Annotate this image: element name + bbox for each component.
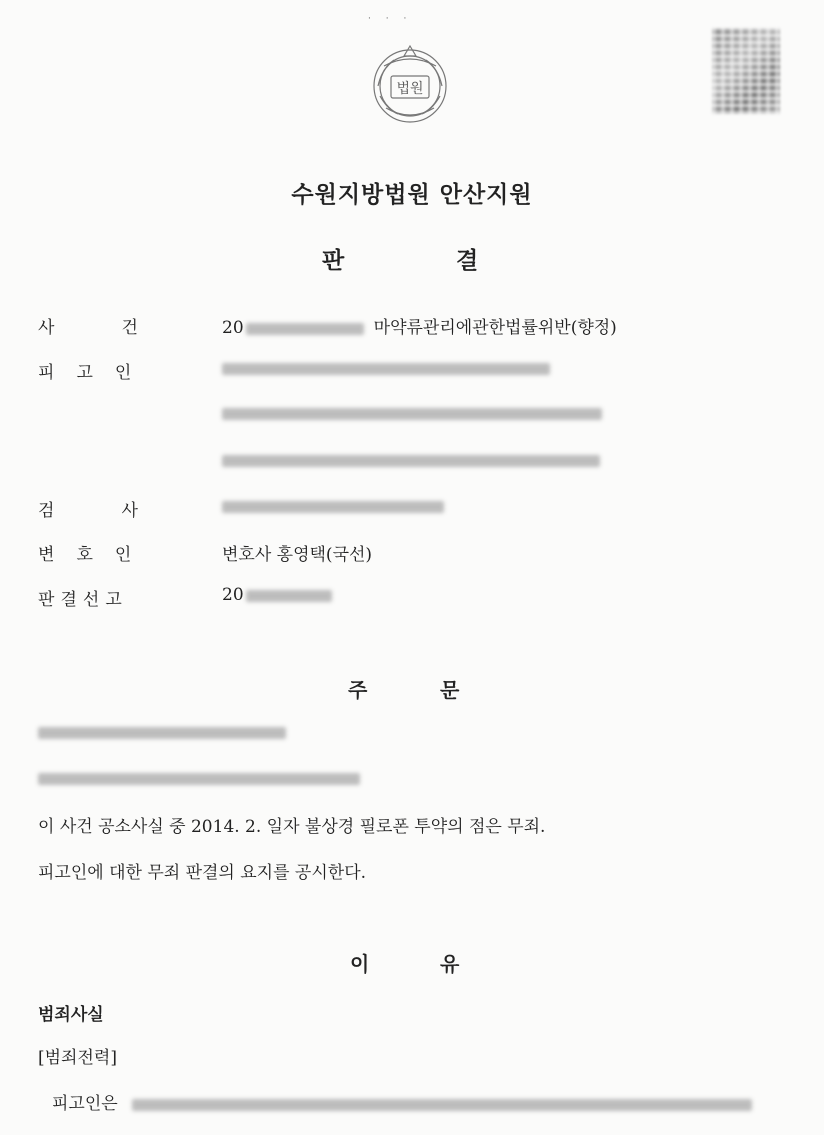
reasons-first-line: 피고인은 [52, 1089, 752, 1114]
defendant-line-2 [222, 403, 602, 423]
qr-code-redacted [712, 28, 780, 114]
sentence-date-value: 20 [222, 585, 332, 605]
order-line-4: 피고인에 대한 무죄 판결의 요지를 공시한다. [38, 863, 367, 883]
counsel-value: 변호사 홍영택(국선) [222, 545, 373, 565]
case-number-prefix: 20 [222, 318, 244, 338]
case-name: 마약류관리에관한법률위반(향정) [373, 318, 617, 338]
redacted-case-number [246, 323, 364, 335]
crime-facts-heading: 범죄사실 [38, 1005, 104, 1025]
prosecutor-label: 검 사 [38, 501, 138, 521]
defendant-line-1 [222, 358, 550, 378]
sentence-date-label: 판 결 선 고 [38, 590, 122, 610]
court-seal-logo [364, 38, 456, 130]
case-label: 사 건 [38, 318, 138, 338]
defendant-line-3 [222, 450, 600, 470]
counsel-label: 변 호 인 [38, 545, 132, 565]
order-heading-right: 문 [440, 678, 460, 702]
court-name: 수원지방법원 안산지원 [291, 182, 533, 208]
doc-title-left: 판 [322, 248, 345, 274]
order-line-2-redacted [38, 768, 360, 788]
order-heading-left: 주 [348, 678, 368, 702]
redacted-text [132, 1099, 752, 1111]
case-value [222, 313, 617, 338]
scan-mark: · · · [368, 14, 413, 24]
reasons-heading-left: 이 [350, 952, 370, 976]
order-line-3: 이 사건 공소사실 중 2014. 2. 일자 불상경 필로폰 투약의 점은 무죄. [38, 817, 546, 837]
redacted-date [246, 590, 332, 602]
reasons-heading-right: 유 [440, 952, 460, 976]
prior-record-label: [범죄전력] [38, 1048, 117, 1068]
doc-title-right: 결 [456, 248, 479, 274]
order-line-1-redacted [38, 722, 286, 742]
defendant-label: 피 고 인 [38, 363, 132, 383]
prosecutor-value [222, 496, 444, 516]
seal-text: 법원 [396, 81, 424, 97]
